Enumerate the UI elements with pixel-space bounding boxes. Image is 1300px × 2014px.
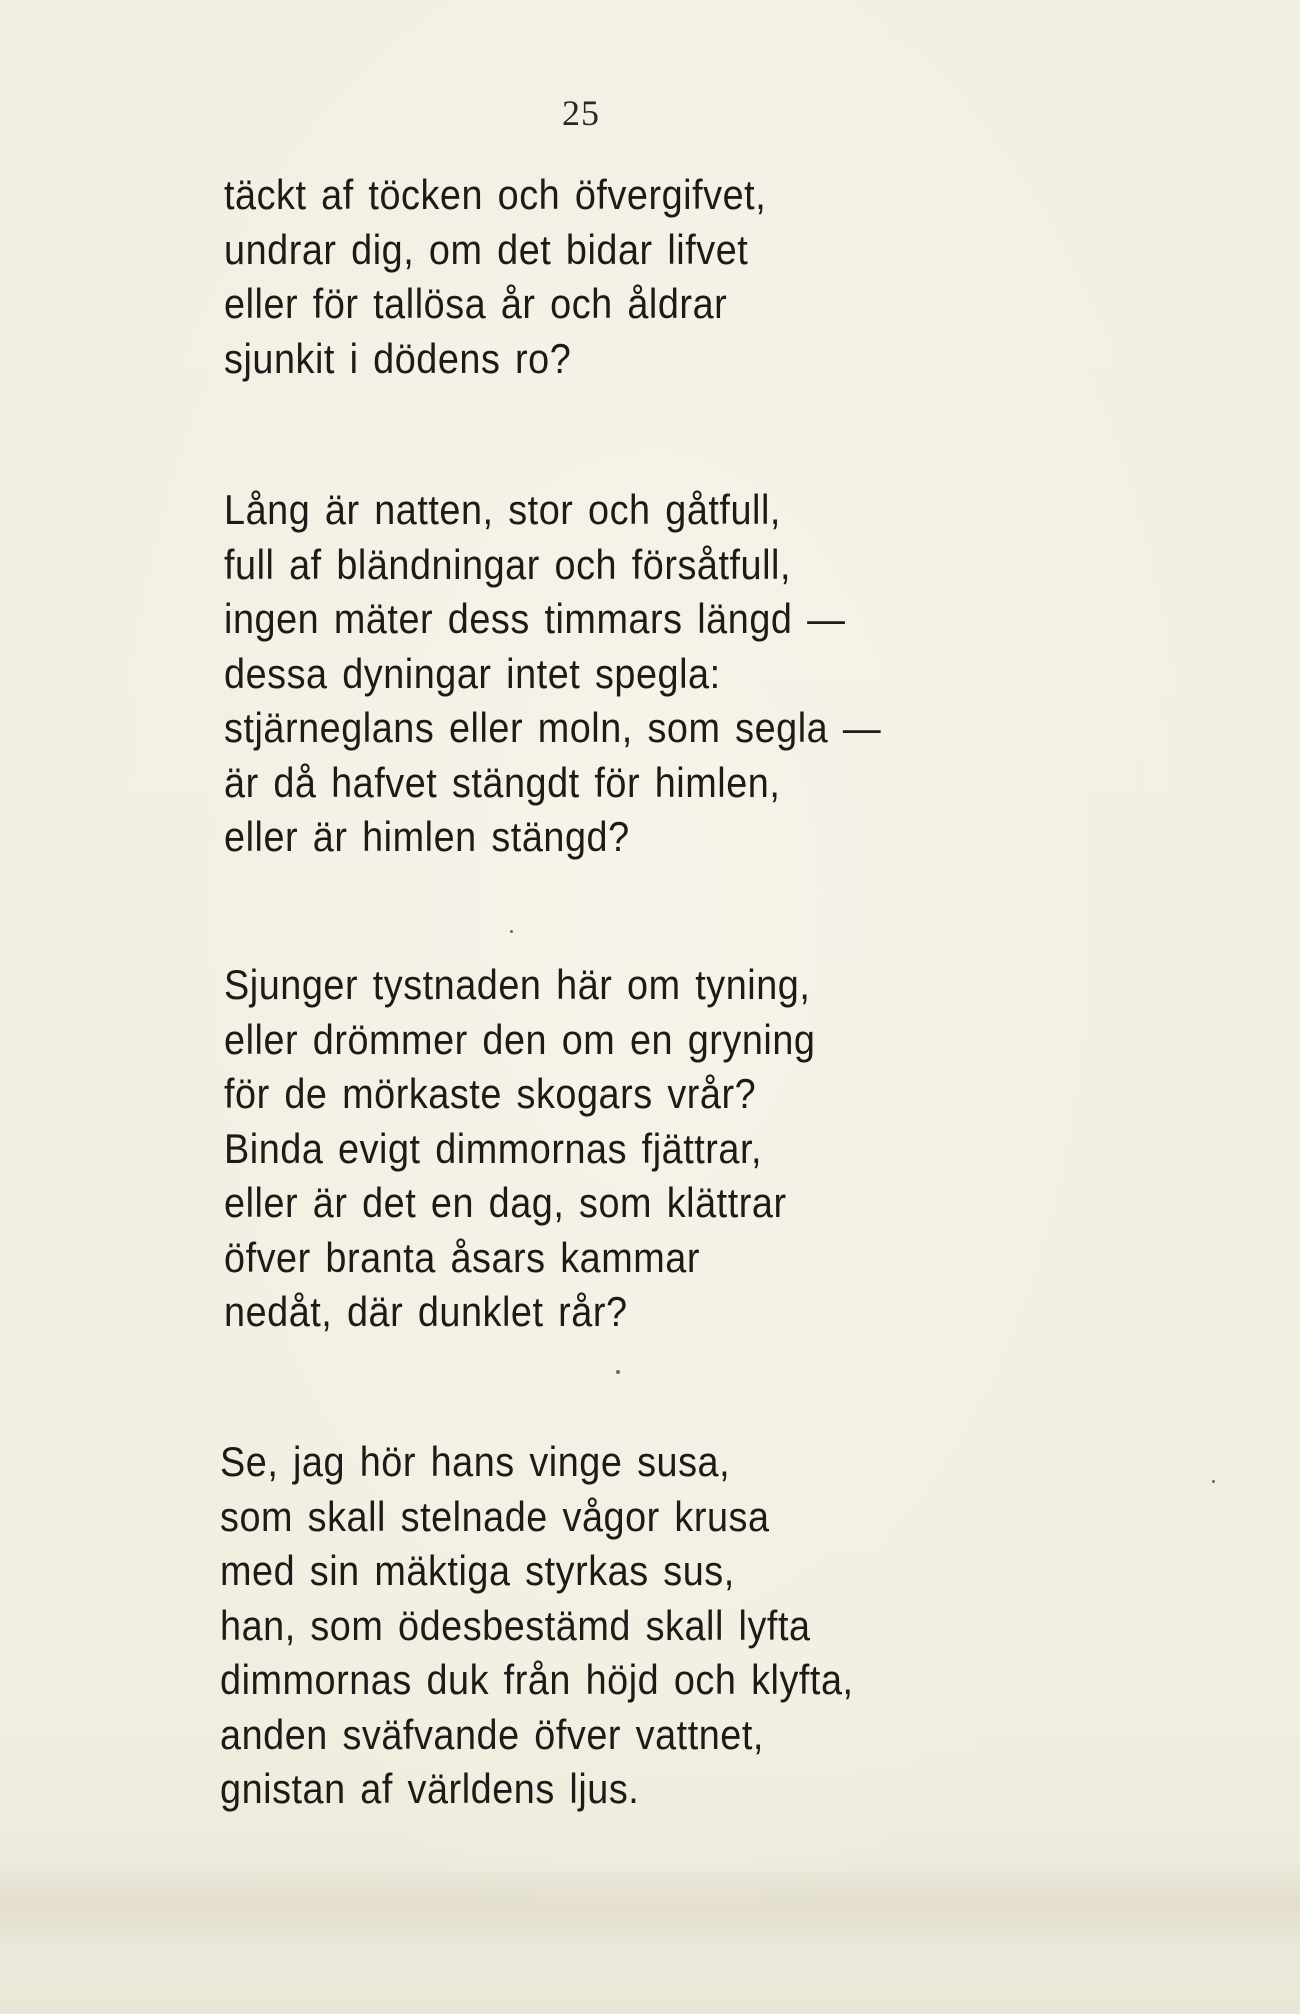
- poem-line: eller för tallösa år och åldrar: [224, 280, 728, 327]
- poem-line: öfver branta åsars kammar: [224, 1233, 700, 1281]
- page-number: 25: [562, 93, 600, 133]
- poem-line: gnistan af världens ljus.: [220, 1765, 640, 1812]
- poem-line: dessa dyningar intet spegla:: [224, 649, 721, 697]
- poem-line: Sjunger tystnaden här om tyning,: [224, 961, 811, 1008]
- poem-line: eller drömmer den om en gryning: [224, 1015, 816, 1063]
- poem-line: Lång är natten, stor och gåtfull,: [224, 486, 781, 533]
- poem-line: Binda evigt dimmornas fjättrar,: [224, 1124, 763, 1172]
- paper-speck: [510, 930, 513, 933]
- poem-line: Se, jag hör hans vinge susa,: [220, 1438, 731, 1485]
- poem-line: som skall stelnade vågor krusa: [220, 1492, 770, 1540]
- poem-line: eller är himlen stängd?: [224, 813, 630, 860]
- stanza-4: [220, 1435, 924, 1817]
- poem-line: anden sväfvande öfver vattnet,: [220, 1710, 764, 1758]
- poem-line: undrar dig, om det bidar lifvet: [224, 225, 749, 273]
- poem-line: eller är det en dag, som klättrar: [224, 1179, 787, 1226]
- stanza-1: [224, 168, 827, 386]
- poem-line: sjunkit i dödens ro?: [224, 334, 572, 382]
- paper-speck: [1212, 1480, 1215, 1483]
- poem-line: är då hafvet stängdt för himlen,: [224, 758, 781, 806]
- poem-line: för de mörkaste skogars vrår?: [224, 1070, 757, 1117]
- paper-shadow-band: [0, 1862, 1300, 1952]
- paper-speck: [616, 1370, 620, 1374]
- poem-line: dimmornas duk från höjd och klyfta,: [220, 1656, 854, 1703]
- poem-line: full af bländningar och försåtfull,: [224, 540, 792, 588]
- poem-line: han, som ödesbestämd skall lyfta: [220, 1601, 811, 1649]
- stanza-2: [224, 483, 954, 865]
- poem-line: nedåt, där dunklet rår?: [224, 1288, 628, 1335]
- stanza-3: [224, 958, 881, 1340]
- poem-line: ingen mäter dess timmars längd —: [224, 595, 846, 642]
- poem-line: täckt af töcken och öfvergifvet,: [224, 171, 767, 218]
- poem-line: med sin mäktiga styrkas sus,: [220, 1547, 735, 1594]
- poem-line: stjärneglans eller moln, som segla —: [224, 704, 882, 751]
